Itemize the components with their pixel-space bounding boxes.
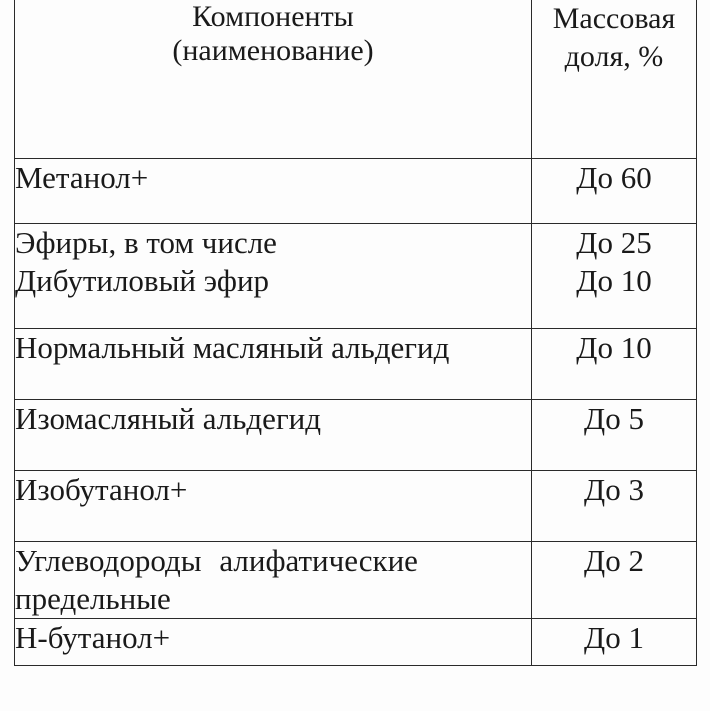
component-name [15, 619, 532, 666]
table-row [15, 159, 697, 224]
component-name [15, 159, 532, 224]
component-name [15, 329, 532, 400]
mass-fraction-value [532, 224, 697, 329]
component-name [15, 400, 532, 471]
mass-fraction-line: До 25 [576, 225, 652, 260]
mass-fraction-value [532, 159, 697, 224]
component-name-line: Эфиры, в том числе [15, 225, 277, 260]
mass-fraction-value [532, 619, 697, 666]
components-table [14, 0, 697, 666]
mass-fraction-value [532, 471, 697, 542]
component-name [15, 542, 532, 619]
component-name-line: Изобутанол+ [15, 472, 188, 507]
table-row [15, 224, 697, 329]
mass-fraction-line: До 5 [584, 401, 644, 436]
mass-fraction-value [532, 542, 697, 619]
component-name-line: Нормальный масляный альдегид [15, 330, 450, 365]
table-header-row [15, 0, 697, 159]
table-row [15, 471, 697, 542]
header-mass-fraction [532, 0, 697, 159]
header-components-subtitle: (наименование) [172, 34, 374, 67]
mass-fraction-line: До 10 [576, 330, 652, 365]
mass-fraction-line: До 1 [584, 620, 644, 655]
header-mass-fraction-line2: доля, % [564, 40, 664, 73]
component-name-line: Дибутиловый эфир [15, 263, 270, 298]
table-row [15, 542, 697, 619]
component-name-line: Изомасляный альдегид [15, 401, 322, 436]
mass-fraction-line: До 60 [576, 160, 652, 195]
header-components-title: Компоненты [192, 0, 354, 33]
component-name [15, 471, 532, 542]
table-row [15, 619, 697, 666]
component-name-line: Н-бутанол+ [15, 620, 171, 655]
header-components [15, 0, 532, 159]
component-name-line: Углеводороды алифатические [15, 543, 418, 578]
mass-fraction-line: До 2 [584, 543, 644, 578]
component-name-line: Метанол+ [15, 160, 149, 195]
mass-fraction-value [532, 329, 697, 400]
table-row [15, 400, 697, 471]
header-mass-fraction-line1: Массовая [552, 2, 676, 35]
mass-fraction-line: До 10 [576, 263, 652, 298]
component-name-line: предельные [15, 581, 171, 616]
mass-fraction-line: До 3 [584, 472, 644, 507]
mass-fraction-value [532, 400, 697, 471]
table-row [15, 329, 697, 400]
component-name [15, 224, 532, 329]
